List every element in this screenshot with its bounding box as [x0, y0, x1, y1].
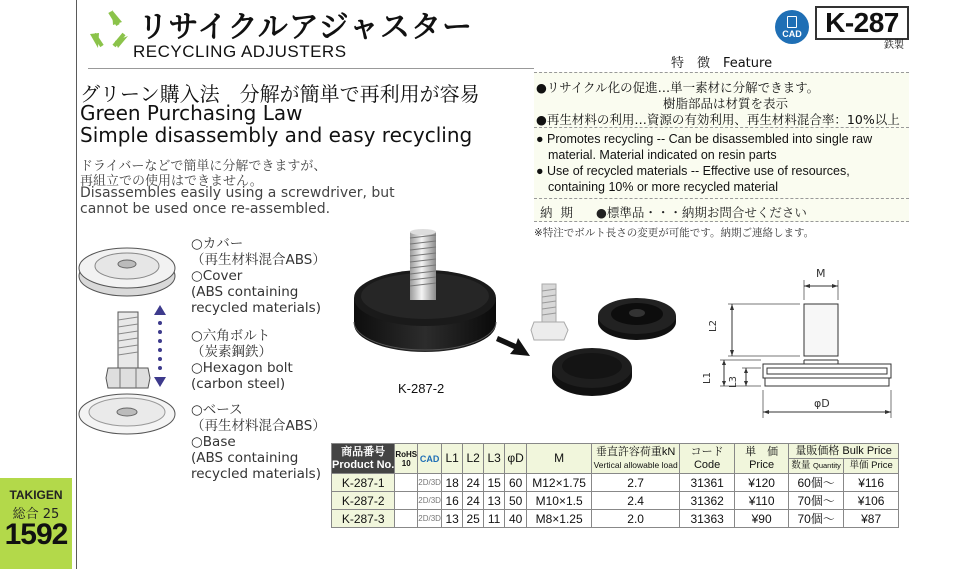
cell-rohs — [395, 474, 418, 492]
model-number: K-287 — [815, 6, 909, 40]
part-label-line: (ABS containing — [191, 450, 299, 466]
cell-l2: 25 — [463, 510, 484, 528]
col-l3: L3 — [484, 444, 505, 474]
delivery-text: ●標準品・・・納期お問合せください — [596, 205, 807, 220]
cell-model: K-287-3 — [332, 510, 395, 528]
cell-qty: 60個～ — [789, 474, 844, 492]
col-bulk — [789, 444, 899, 474]
cell-code: 31363 — [680, 510, 735, 528]
cell-cad-download[interactable]: 2D/3D — [418, 492, 442, 510]
cell-l1: 13 — [442, 510, 463, 528]
col-price — [735, 444, 789, 474]
photo-caption: K-287-2 — [398, 381, 445, 396]
col-price-jp: 単 価 — [745, 445, 779, 458]
feature-en-line: ● Use of recycled materials -- Effective use of resources, — [536, 164, 850, 178]
cell-l3: 13 — [484, 492, 505, 510]
cover-illustration — [76, 238, 178, 300]
part-label-line: recycled materials) — [191, 300, 321, 316]
col-code — [680, 444, 735, 474]
description-line: cannot be used once re-assembled. — [80, 201, 331, 217]
part-label-line: ○ベース — [191, 402, 243, 418]
part-label-line: （再生材料混合ABS） — [191, 418, 326, 434]
dim-l1-label: L1 — [701, 372, 713, 384]
panel-divider — [534, 198, 909, 199]
cell-price: ¥120 — [735, 474, 789, 492]
col-qty-en: Quantity — [812, 461, 841, 470]
cell-m: M12×1.75 — [527, 474, 592, 492]
bolt-label — [191, 328, 293, 392]
table-row — [332, 474, 899, 492]
part-label-line: (carbon steel) — [191, 376, 286, 392]
part-label-line: ○カバー — [191, 236, 244, 252]
panel-divider — [534, 127, 909, 128]
col-l1: L1 — [442, 444, 463, 474]
col-code-en: Code — [693, 458, 721, 471]
description-line: ドライバーなどで簡単に分解できますが、 — [80, 159, 327, 174]
col-bulk-sub — [789, 458, 898, 473]
feature-heading: 特 徴 Feature — [534, 52, 909, 70]
cell-m: M10×1.5 — [527, 492, 592, 510]
col-qty-jp: 数量 — [791, 460, 811, 471]
col-bulk-title — [789, 444, 898, 458]
cell-rohs — [395, 510, 418, 528]
part-label-line: ○Cover — [191, 268, 243, 284]
document-icon — [787, 16, 797, 28]
cell-l1: 18 — [442, 474, 463, 492]
recycle-icon — [88, 8, 132, 50]
col-load — [592, 444, 680, 474]
disassembly-arrow-icon — [153, 305, 167, 387]
col-product-jp: 商品番号 — [341, 445, 386, 458]
part-label-line: （再生材料混合ABS） — [191, 252, 326, 268]
disassembled-bolt-photo — [530, 282, 570, 344]
disassembled-base-photo — [550, 344, 634, 400]
material-label: 鉄製 — [884, 40, 904, 51]
description-line: Disassembles easily using a screwdriver, but — [80, 185, 395, 201]
col-qty — [789, 459, 844, 473]
col-code-jp: コード — [690, 445, 724, 458]
panel-divider — [534, 221, 909, 222]
index-brand: TAKIGEN — [9, 488, 63, 502]
col-unit-en: Price — [871, 460, 893, 471]
col-cad — [418, 444, 442, 474]
col-load-jp: 垂直許容荷重kN — [595, 445, 676, 458]
col-product — [332, 444, 395, 474]
delivery-label: 納期 — [540, 205, 582, 220]
base-illustration — [76, 388, 178, 438]
col-unit-jp: 単価 — [849, 460, 869, 471]
cell-bulk: ¥106 — [844, 492, 899, 510]
dim-m-label: M — [816, 267, 826, 280]
feature-jp-line: ●リサイクル化の促進…単一素材に分解できます。 — [536, 80, 820, 95]
cell-load: 2.7 — [592, 474, 680, 492]
cell-bulk: ¥116 — [844, 474, 899, 492]
feature-jp-line: 樹脂部品は材質を表示 — [663, 96, 789, 111]
cell-rohs — [395, 492, 418, 510]
col-d: φD — [505, 444, 527, 474]
dim-l3-label: L3 — [727, 376, 739, 388]
heading-en-1: Green Purchasing Law — [80, 101, 303, 125]
hexagon-bolt-illustration — [104, 310, 152, 392]
cell-d: 60 — [505, 474, 527, 492]
table-row — [332, 510, 899, 528]
col-l2: L2 — [463, 444, 484, 474]
description-line: 再組立での使用はできません。 — [80, 174, 263, 189]
feature-en-line: material. Material indicated on resin parts — [548, 148, 777, 162]
cell-l1: 16 — [442, 492, 463, 510]
col-price-en: Price — [749, 458, 775, 471]
cell-l3: 15 — [484, 474, 505, 492]
page-title: リサイクルアジャスター — [138, 10, 473, 45]
part-label-line: recycled materials) — [191, 466, 321, 482]
part-label-line: ○六角ボルト — [191, 328, 271, 344]
col-bulk-en: Bulk Price — [842, 445, 892, 457]
cell-load: 2.0 — [592, 510, 680, 528]
cell-d: 40 — [505, 510, 527, 528]
custom-order-note: ※特注でボルト長さの変更が可能です。納期ご連絡します。 — [534, 227, 815, 239]
cell-cad-download[interactable]: 2D/3D — [418, 510, 442, 528]
feature-en-line: ● Promotes recycling -- Can be disassembled into single raw — [536, 132, 873, 146]
col-rohs — [395, 444, 418, 474]
col-cad-label: CAD — [419, 453, 440, 464]
cell-code: 31362 — [680, 492, 735, 510]
part-label-line: ○Base — [191, 434, 236, 450]
cell-m: M8×1.25 — [527, 510, 592, 528]
col-m: M — [527, 444, 592, 474]
heading-jp: グリーン購入法 分解が簡単で再利用が容易 — [80, 82, 480, 106]
part-label-line: (ABS containing — [191, 284, 299, 300]
cover-label — [191, 236, 326, 316]
spec-table — [331, 443, 899, 528]
heading-en-2: Simple disassembly and easy recycling — [80, 123, 473, 147]
page-subtitle: RECYCLING ADJUSTERS — [133, 42, 347, 61]
disassembled-cover-photo — [596, 292, 678, 344]
cell-load: 2.4 — [592, 492, 680, 510]
part-label-line: ○Hexagon bolt — [191, 360, 293, 376]
col-bulk-jp: 量販価格 — [795, 445, 840, 457]
cell-price: ¥90 — [735, 510, 789, 528]
cad-badge[interactable] — [775, 10, 809, 44]
part-label-line: （炭素鋼鉄） — [191, 344, 272, 360]
col-unit — [844, 459, 898, 473]
col-product-en: Product No. — [332, 458, 395, 471]
panel-divider — [534, 72, 909, 73]
index-section: 総合 25 — [12, 507, 60, 522]
rohs-sub: 10 — [401, 458, 411, 468]
table-row — [332, 492, 899, 510]
cell-d: 50 — [505, 492, 527, 510]
adjuster-photo — [352, 228, 498, 380]
feature-jp-line: ●再生材料の利用…資源の有効利用、再生材料混合率：10%以上 — [536, 112, 900, 127]
cell-code: 31361 — [680, 474, 735, 492]
feature-en-line: containing 10% or more recycled material — [548, 180, 778, 194]
col-load-en: Vertical allowable load — [593, 459, 678, 470]
dim-l2-label: L2 — [707, 320, 719, 332]
cell-cad-download[interactable]: 2D/3D — [418, 474, 442, 492]
cell-model: K-287-1 — [332, 474, 395, 492]
cell-bulk: ¥87 — [844, 510, 899, 528]
cad-badge-label: CAD — [782, 29, 802, 39]
dimension-drawing — [706, 264, 906, 424]
arrow-right-icon — [496, 330, 532, 360]
cell-qty: 70個～ — [789, 492, 844, 510]
rohs-label: RoHS — [395, 449, 418, 459]
base-label — [191, 402, 326, 482]
cell-l2: 24 — [463, 474, 484, 492]
cell-qty: 70個～ — [789, 510, 844, 528]
cell-l2: 24 — [463, 492, 484, 510]
cell-l3: 11 — [484, 510, 505, 528]
cell-price: ¥110 — [735, 492, 789, 510]
page-number: 1592 — [4, 518, 68, 551]
dim-d-label: φD — [814, 397, 830, 410]
cell-model: K-287-2 — [332, 492, 395, 510]
